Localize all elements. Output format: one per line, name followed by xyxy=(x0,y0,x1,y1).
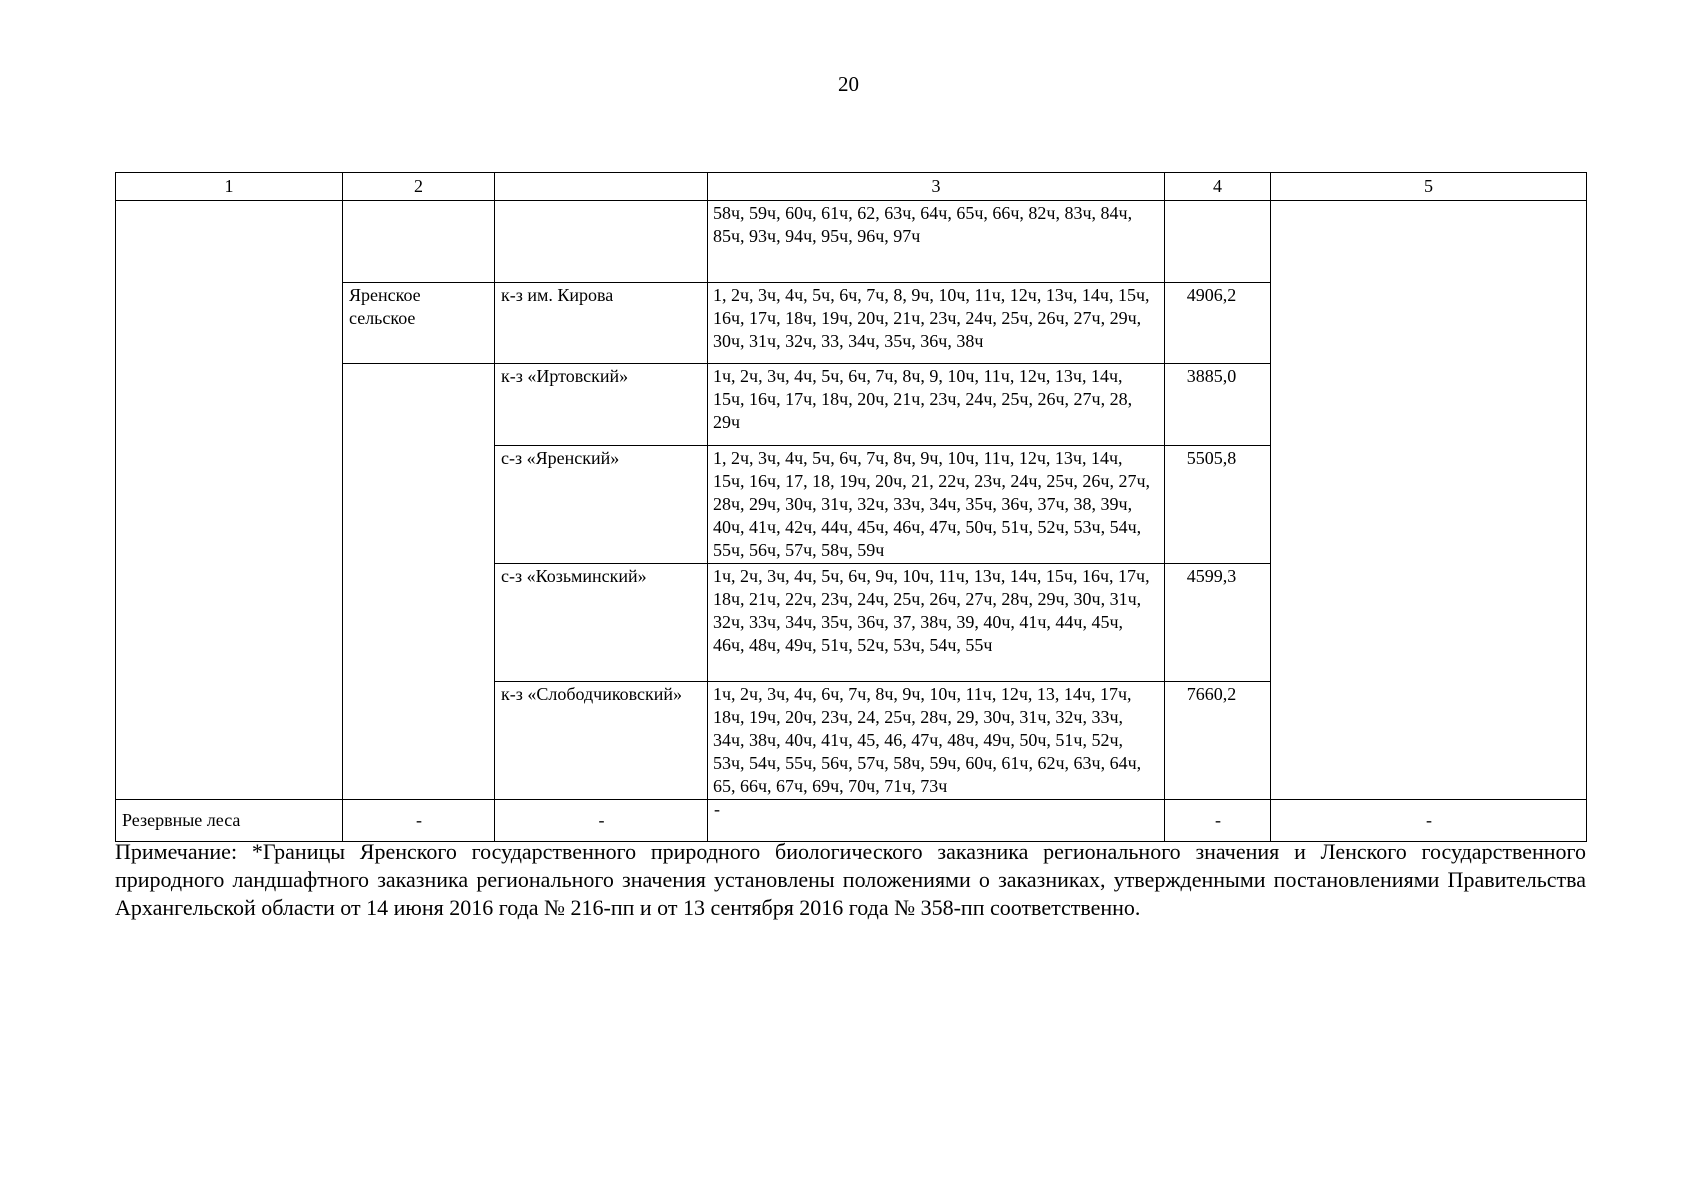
name-cell: к-з им. Кирова xyxy=(495,283,708,364)
forest-table xyxy=(115,172,1587,842)
settlement-cell: Яренское сельское xyxy=(343,283,495,364)
header-cell-2: 2 xyxy=(343,173,495,201)
area-cell xyxy=(1165,201,1271,283)
quarters-cell: 1, 2ч, 3ч, 4ч, 5ч, 6ч, 7ч, 8ч, 9ч, 10ч, 11ч, 12ч, 13ч, 14ч, 15ч, 16ч, 17, 18, 19ч, 20ч, 21, 22ч, 23ч, 24ч, 25ч, 26ч, 27ч, 28ч, 29ч, 30ч, 31ч, 32ч, 33ч, 34ч, 35ч, 36ч, 37ч, 38, 39ч, 40ч, 41ч, 42ч, 44ч, 45ч, 46ч, 47ч, 50ч, 51ч, 52ч, 53ч, 54ч, 55ч, 56ч, 57ч, 58ч, 59ч xyxy=(708,446,1165,564)
reserve-quarters: - xyxy=(708,800,1165,842)
table-row xyxy=(116,201,1587,283)
header-cell-5: 5 xyxy=(1271,173,1587,201)
reserve-name: - xyxy=(495,800,708,842)
area-cell: 4599,3 xyxy=(1165,564,1271,682)
column-5-cell xyxy=(1271,201,1587,800)
area-cell: 4906,2 xyxy=(1165,283,1271,364)
header-cell-4: 4 xyxy=(1165,173,1271,201)
footnote: Примечание: *Границы Яренского государственного природного биологического заказника регионального значения и Ленского государственного природного ландшафтного заказника регионального значения установлены положениями о заказниках, утвержденными постановлениями Правительства Архангельской области от 14 июня 2016 года № 216-пп и от 13 сентября 2016 года № 358-пп соответственно. xyxy=(115,839,1586,920)
quarters-cell: 1ч, 2ч, 3ч, 4ч, 5ч, 6ч, 9ч, 10ч, 11ч, 13ч, 14ч, 15ч, 16ч, 17ч, 18ч, 21ч, 22ч, 23ч, 24ч, 25ч, 26ч, 27ч, 28ч, 29ч, 30ч, 31ч, 32ч, 33ч, 34ч, 35ч, 36ч, 37, 38ч, 39, 40ч, 41ч, 44ч, 45ч, 46ч, 48ч, 49ч, 51ч, 52ч, 53ч, 54ч, 55ч xyxy=(708,564,1165,682)
settlement-cell-prev xyxy=(343,201,495,283)
header-cell-3: 3 xyxy=(708,173,1165,201)
reserve-row xyxy=(116,800,1587,842)
name-cell: к-з «Иртовский» xyxy=(495,364,708,446)
reserve-col5: - xyxy=(1271,800,1587,842)
quarters-cell: 58ч, 59ч, 60ч, 61ч, 62, 63ч, 64ч, 65ч, 66ч, 82ч, 83ч, 84ч, 85ч, 93ч, 94ч, 95ч, 96ч, 97ч xyxy=(708,201,1165,283)
name-cell: к-з «Слободчиковский» xyxy=(495,682,708,800)
reserve-settlement: - xyxy=(343,800,495,842)
forestry-cell xyxy=(116,201,343,800)
quarters-cell: 1ч, 2ч, 3ч, 4ч, 5ч, 6ч, 7ч, 8ч, 9, 10ч, 11ч, 12ч, 13ч, 14ч, 15ч, 16ч, 17ч, 18ч, 20ч, 21ч, 23ч, 24ч, 25ч, 26ч, 27ч, 28, 29ч xyxy=(708,364,1165,446)
header-cell-2b xyxy=(495,173,708,201)
reserve-label: Резервные леса xyxy=(116,800,343,842)
quarters-cell: 1ч, 2ч, 3ч, 4ч, 6ч, 7ч, 8ч, 9ч, 10ч, 11ч, 12ч, 13, 14ч, 17ч, 18ч, 19ч, 20ч, 23ч, 24, 25ч, 28ч, 29, 30ч, 31ч, 32ч, 33ч, 34ч, 38ч, 40ч, 41ч, 45, 46, 47ч, 48ч, 49ч, 50ч, 51ч, 52ч, 53ч, 54ч, 55ч, 56ч, 57ч, 58ч, 59ч, 60ч, 61ч, 62ч, 63ч, 64ч, 65, 66ч, 67ч, 69ч, 70ч, 71ч, 73ч xyxy=(708,682,1165,800)
area-cell: 7660,2 xyxy=(1165,682,1271,800)
name-cell-prev xyxy=(495,201,708,283)
settlement-cell-empty xyxy=(343,364,495,800)
area-cell: 3885,0 xyxy=(1165,364,1271,446)
header-cell-1: 1 xyxy=(116,173,343,201)
name-cell: с-з «Козьминский» xyxy=(495,564,708,682)
table-header-row xyxy=(116,173,1587,201)
quarters-cell: 1, 2ч, 3ч, 4ч, 5ч, 6ч, 7ч, 8, 9ч, 10ч, 11ч, 12ч, 13ч, 14ч, 15ч, 16ч, 17ч, 18ч, 19ч, 20ч, 21ч, 23ч, 24ч, 25ч, 26ч, 27ч, 29ч, 30ч, 31ч, 32ч, 33, 34ч, 35ч, 36ч, 38ч xyxy=(708,283,1165,364)
page-number: 20 xyxy=(838,72,859,96)
name-cell: с-з «Яренский» xyxy=(495,446,708,564)
reserve-area: - xyxy=(1165,800,1271,842)
area-cell: 5505,8 xyxy=(1165,446,1271,564)
